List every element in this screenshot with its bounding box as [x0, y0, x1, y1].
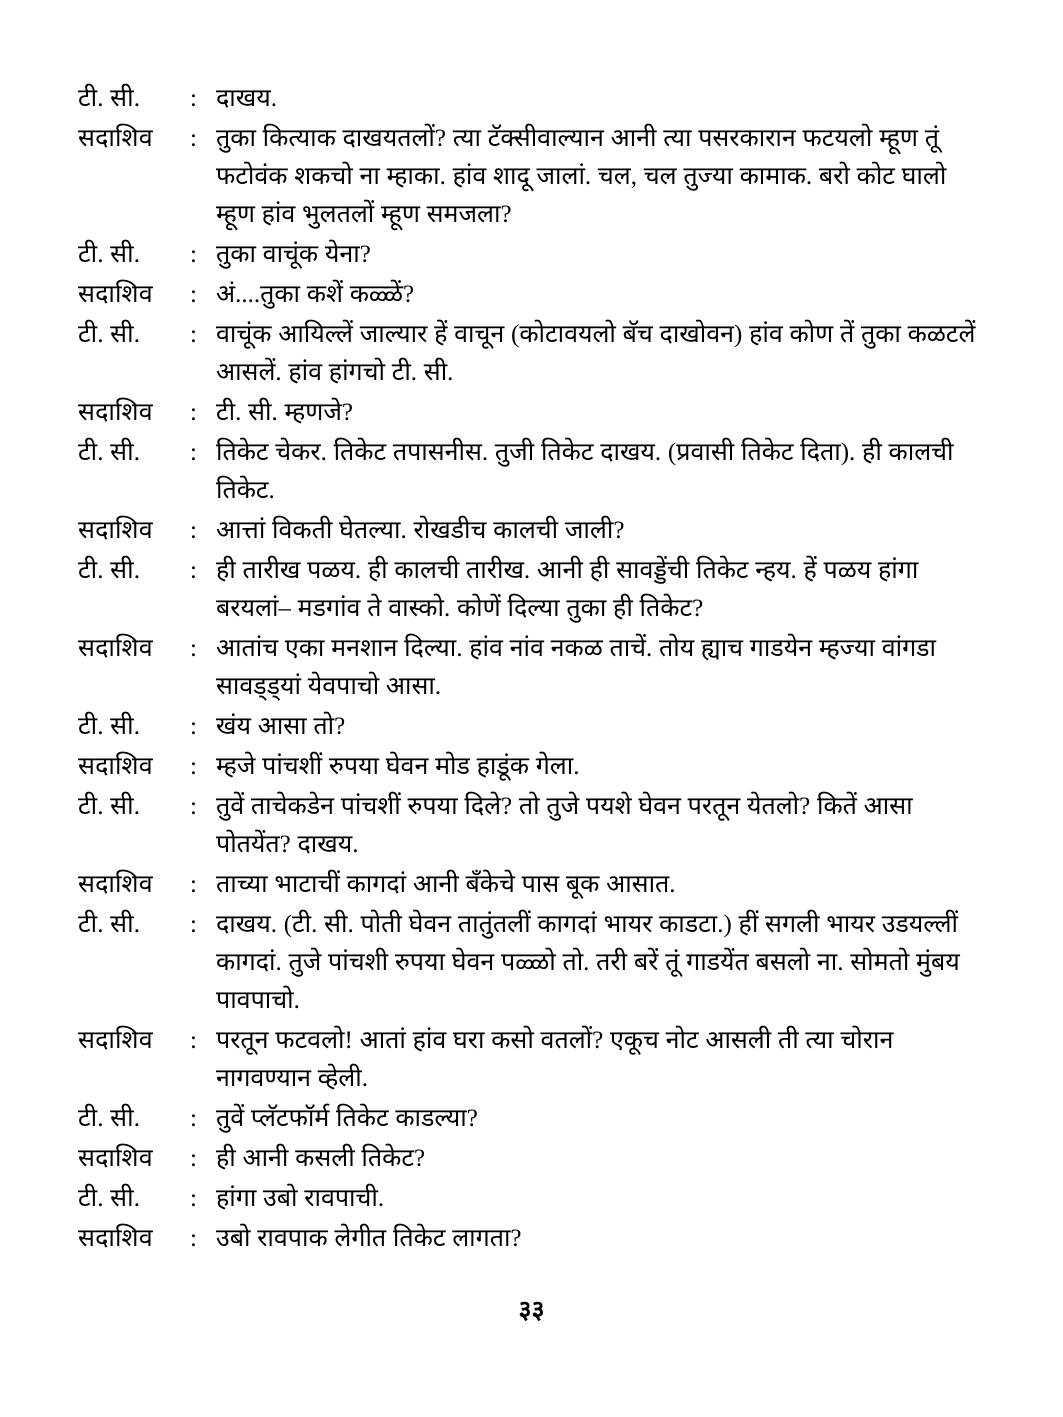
speaker-label: टी. सी. — [78, 793, 141, 820]
dialogue-row — [78, 276, 978, 314]
speaker-colon: : — [190, 1185, 197, 1212]
speaker-colon: : — [190, 871, 197, 898]
speaker-label: सदाशिव — [78, 635, 153, 662]
speech-text: तुवें ताचेकडेन पांचशीं रुपया दिले? तो तुजे पयशे घेवन परतून येतलो? कितें आसा पोतयेंत? दाखय. — [216, 793, 913, 858]
speaker-colon: : — [190, 1105, 197, 1132]
speaker-label: सदाशिव — [78, 1225, 153, 1252]
speaker-label: टी. सी. — [78, 439, 141, 466]
speech-text: वाचूंक आयिल्लें जाल्यार हें वाचून (कोटावयलो बॅच दाखोवन) हांव कोण तें तुका कळटलें आसलें. हांव हांगचो टी. सी. — [216, 321, 976, 386]
speech-text: उबो रावपाक लेगीत तिकेट लागता? — [216, 1225, 522, 1252]
dialogue-row — [78, 788, 978, 864]
speaker-colon: : — [190, 635, 197, 662]
speaker-label: सदाशिव — [78, 399, 153, 426]
speech-text: खंय आसा तो? — [216, 713, 346, 740]
speaker-label: सदाशिव — [78, 871, 153, 898]
speaker-label: सदाशिव — [78, 1027, 153, 1054]
dialogue-row — [78, 394, 978, 432]
dialogue-list — [78, 80, 978, 1260]
speaker-colon: : — [190, 911, 197, 938]
speech-text: आतांच एका मनशान दिल्या. हांव नांव नकळ ताचें. तोय ह्याच गाडयेन म्हज्या वांगडा सावड्ड्यां येवपाचो आसा. — [216, 635, 937, 700]
speaker-colon: : — [190, 125, 197, 152]
speech-text: टी. सी. म्हणजे? — [216, 399, 353, 426]
speaker-colon: : — [190, 281, 197, 308]
speaker-label: टी. सी. — [78, 241, 141, 268]
speech-text: तिकेट चेकर. तिकेट तपासनीस. तुजी तिकेट दाखय. (प्रवासी तिकेट दिता). ही कालची तिकेट. — [216, 439, 954, 504]
speaker-label: सदाशिव — [78, 1145, 153, 1172]
speech-text: ताच्या भाटाचीं कागदां आनी बँकेचे पास बूक आसात. — [216, 871, 676, 898]
dialogue-row — [78, 552, 978, 628]
speaker-label: टी. सी. — [78, 557, 141, 584]
speaker-colon: : — [190, 439, 197, 466]
speech-text: तुका कित्याक दाखयतलों? त्या टॅक्सीवाल्यान आनी त्या पसरकारान फटयलो म्हूण तूं फटोवंक शकचो ना म्हाका. हांव शादू जालां. चल, चल तुज्या कामाक. बरो कोट घालो म्हूण हांव भुलतलों म्हूण समजला? — [216, 125, 947, 228]
speaker-colon: : — [190, 399, 197, 426]
speech-text: म्हजे पांचशीं रुपया घेवन मोड हाडूंक गेला. — [216, 753, 580, 780]
speech-text: परतून फटवलो! आतां हांव घरा कसो वतलों? एकूच नोट आसली ती त्या चोरान नागवण्यान व्हेली. — [216, 1027, 894, 1092]
dialogue-row — [78, 708, 978, 746]
speaker-label: सदाशिव — [78, 281, 153, 308]
speaker-colon: : — [190, 793, 197, 820]
speaker-label: टी. सी. — [78, 911, 141, 938]
speaker-colon: : — [190, 241, 197, 268]
speech-text: तुका वाचूंक येना? — [216, 241, 371, 268]
speaker-label: टी. सी. — [78, 321, 141, 348]
dialogue-row — [78, 866, 978, 904]
speaker-colon: : — [190, 85, 197, 112]
dialogue-row — [78, 316, 978, 392]
speech-text: तुवें प्लॅटफॉर्म तिकेट काडल्या? — [216, 1105, 478, 1132]
speech-text: दाखय. — [216, 85, 277, 112]
speaker-label: टी. सी. — [78, 1105, 141, 1132]
speech-text: अं....तुका कशें कळ्ळें? — [216, 281, 415, 308]
speaker-label: सदाशिव — [78, 125, 153, 152]
dialogue-row — [78, 906, 978, 1020]
speaker-label: टी. सी. — [78, 713, 141, 740]
dialogue-row — [78, 512, 978, 550]
speaker-colon: : — [190, 517, 197, 544]
speech-text: आत्तां विकती घेतल्या. रोखडीच कालची जाली? — [216, 517, 625, 544]
speaker-colon: : — [190, 557, 197, 584]
speaker-label: टी. सी. — [78, 85, 141, 112]
speaker-colon: : — [190, 1027, 197, 1054]
dialogue-row — [78, 434, 978, 510]
speech-text: ही तारीख पळय. ही कालची तारीख. आनी ही सावड्डेंची तिकेट न्हय. हें पळय हांगा बरयलां– मडगांव ते वास्को. कोणें दिल्या तुका ही तिकेट? — [216, 557, 919, 622]
dialogue-row — [78, 1022, 978, 1098]
dialogue-row — [78, 1140, 978, 1178]
speaker-label: टी. सी. — [78, 1185, 141, 1212]
speech-text: ही आनी कसली तिकेट? — [216, 1145, 426, 1172]
dialogue-row — [78, 80, 978, 118]
speaker-colon: : — [190, 753, 197, 780]
speaker-label: सदाशिव — [78, 517, 153, 544]
dialogue-row — [78, 236, 978, 274]
dialogue-row — [78, 630, 978, 706]
speaker-label: सदाशिव — [78, 753, 153, 780]
dialogue-row — [78, 748, 978, 786]
speaker-colon: : — [190, 1145, 197, 1172]
speaker-colon: : — [190, 321, 197, 348]
speech-text: दाखय. (टी. सी. पोती घेवन तातुंतलीं कागदां भायर काडटा.) हीं सगली भायर उडयल्लीं कागदां. तुजे पांचशी रुपया घेवन पळ्ळो तो. तरी बरें तूं गाडयेंत बसलो ना. सोमतो मुंबय पावपाचो. — [216, 911, 960, 1014]
dialogue-row — [78, 1100, 978, 1138]
dialogue-row — [78, 1180, 978, 1218]
dialogue-row — [78, 120, 978, 234]
dialogue-row — [78, 1220, 978, 1258]
speech-text: हांगा उबो रावपाची. — [216, 1185, 385, 1212]
speaker-colon: : — [190, 713, 197, 740]
speaker-colon: : — [190, 1225, 197, 1252]
page-number: ३३ — [518, 1297, 545, 1324]
